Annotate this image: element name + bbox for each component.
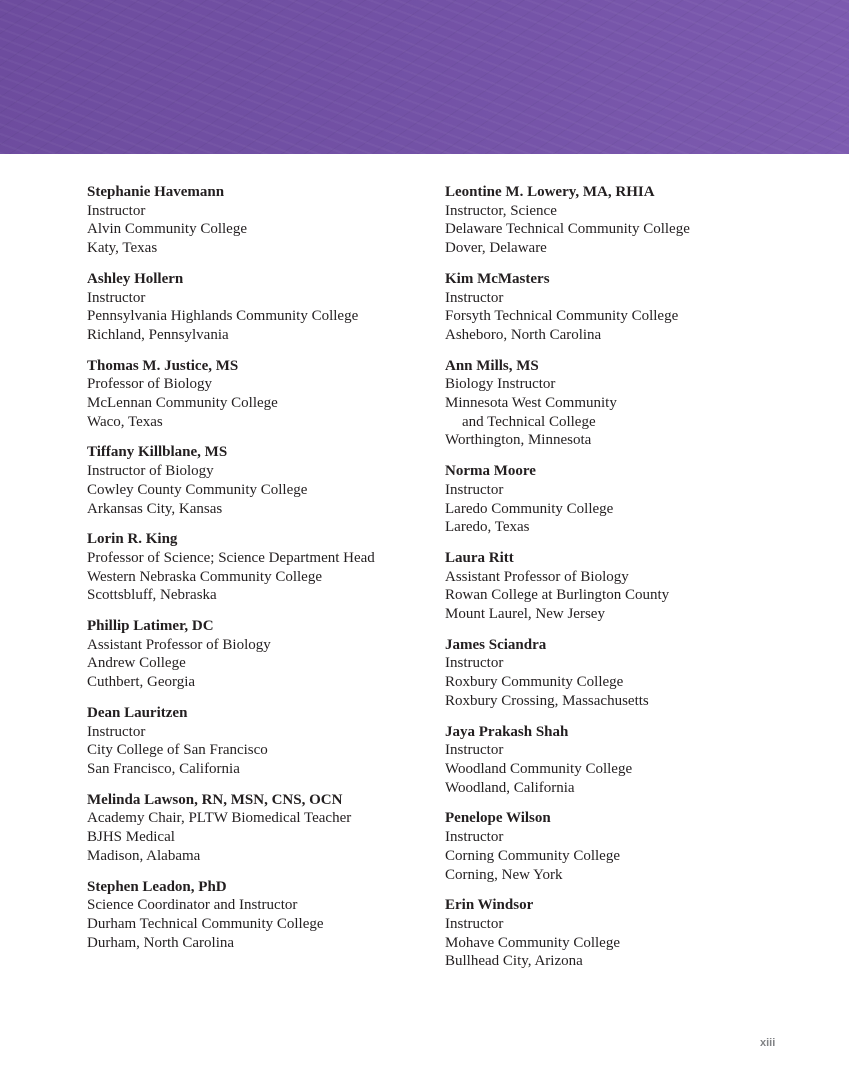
reviewer-entry — [87, 878, 457, 953]
reviewer-institution: Roxbury Community College — [445, 674, 624, 691]
reviewer-name: Norma Moore — [445, 463, 536, 480]
reviewer-name: Lorin R. King — [87, 531, 178, 548]
reviewer-location: Katy, Texas — [87, 240, 158, 257]
reviewer-column-right — [445, 183, 815, 983]
reviewer-title: Science Coordinator and Instructor — [87, 897, 298, 914]
reviewer-entry — [87, 270, 457, 345]
reviewer-entry — [87, 443, 457, 518]
reviewer-location: Waco, Texas — [87, 413, 163, 430]
reviewer-location: Durham, North Carolina — [87, 934, 235, 951]
reviewer-location: Arkansas City, Kansas — [87, 500, 223, 517]
reviewer-location: Roxbury Crossing, Massachusetts — [445, 692, 649, 709]
reviewer-title: Assistant Professor of Biology — [445, 568, 629, 585]
reviewer-institution: Andrew College — [87, 655, 186, 672]
reviewer-title: Instructor — [445, 481, 504, 498]
reviewer-entry — [445, 723, 815, 798]
reviewer-institution: City College of San Francisco — [87, 742, 268, 759]
reviewer-institution: Woodland Community College — [445, 760, 633, 777]
reviewer-entry — [87, 530, 457, 605]
reviewer-entry — [445, 462, 815, 537]
reviewer-location: Scottsbluff, Nebraska — [87, 587, 217, 604]
reviewer-name: Stephen Leadon, PhD — [87, 878, 227, 895]
reviewer-location: Asheboro, North Carolina — [445, 326, 602, 343]
reviewer-entry — [445, 270, 815, 345]
reviewer-institution: Laredo Community College — [445, 500, 614, 517]
reviewer-name: Kim McMasters — [445, 270, 550, 287]
reviewer-institution: Corning Community College — [445, 847, 620, 864]
page-number: xiii — [760, 1037, 776, 1049]
reviewer-title: Professor of Biology — [87, 376, 212, 393]
reviewer-name: Thomas M. Justice, MS — [87, 357, 239, 374]
reviewer-institution: Rowan College at Burlington County — [445, 587, 670, 604]
reviewer-entry — [87, 617, 457, 692]
reviewer-institution: Minnesota West Community — [445, 395, 617, 412]
reviewer-name: Stephanie Havemann — [87, 184, 225, 200]
reviewer-institution-continued: and Technical College — [462, 413, 596, 430]
reviewer-institution: McLennan Community College — [87, 395, 278, 412]
reviewer-name: Phillip Latimer, DC — [87, 618, 214, 635]
reviewer-name: Laura Ritt — [445, 549, 514, 566]
reviewer-name: Penelope Wilson — [445, 810, 551, 827]
reviewer-title: Instructor — [445, 289, 504, 306]
reviewer-title: Instructor — [445, 655, 504, 672]
reviewer-location: Cuthbert, Georgia — [87, 674, 196, 691]
reviewer-title: Instructor — [87, 723, 146, 740]
reviewer-title: Instructor of Biology — [87, 463, 214, 480]
reviewer-location: Woodland, California — [445, 779, 575, 796]
reviewer-title: Instructor — [445, 829, 504, 846]
reviewer-location: Richland, Pennsylvania — [87, 326, 229, 343]
reviewer-entry — [445, 809, 815, 884]
reviewer-name: Ashley Hollern — [87, 270, 184, 287]
reviewer-location: Laredo, Texas — [445, 519, 530, 536]
reviewer-entry — [445, 183, 815, 258]
reviewer-location: Bullhead City, Arizona — [445, 953, 583, 970]
reviewer-location: Madison, Alabama — [87, 847, 201, 864]
reviewer-entry — [87, 791, 457, 866]
reviewer-title: Instructor — [445, 915, 504, 932]
reviewer-name: Jaya Prakash Shah — [445, 723, 569, 740]
reviewer-entry — [445, 549, 815, 624]
reviewer-title: Academy Chair, PLTW Biomedical Teacher — [87, 810, 352, 827]
reviewer-column-left — [87, 183, 457, 964]
reviewer-institution: Delaware Technical Community College — [445, 221, 690, 238]
reviewer-institution: Western Nebraska Community College — [87, 568, 322, 585]
reviewer-entry — [87, 704, 457, 779]
reviewer-title: Biology Instructor — [445, 376, 556, 393]
reviewer-entry — [445, 636, 815, 711]
reviewer-title: Instructor — [87, 289, 146, 306]
reviewer-institution: Durham Technical Community College — [87, 915, 324, 932]
reviewer-name: Dean Lauritzen — [87, 704, 188, 721]
reviewer-name: Leontine M. Lowery, MA, RHIA — [445, 184, 655, 200]
reviewer-entry — [445, 357, 815, 451]
reviewer-location: Dover, Delaware — [445, 240, 547, 257]
reviewer-name: Tiffany Killblane, MS — [87, 444, 228, 461]
reviewer-institution: Forsyth Technical Community College — [445, 308, 679, 325]
reviewer-title: Instructor, Science — [445, 202, 557, 219]
reviewer-location: San Francisco, California — [87, 760, 240, 777]
reviewer-title: Instructor — [445, 742, 504, 759]
reviewer-location: Mount Laurel, New Jersey — [445, 606, 605, 623]
reviewer-location: Corning, New York — [445, 866, 563, 883]
reviewer-institution: Cowley County Community College — [87, 481, 308, 498]
reviewer-name: Melinda Lawson, RN, MSN, CNS, OCN — [87, 791, 343, 808]
reviewer-title: Instructor — [87, 202, 146, 219]
reviewer-institution: Pennsylvania Highlands Community College — [87, 308, 359, 325]
reviewer-title: Assistant Professor of Biology — [87, 636, 271, 653]
reviewer-institution: BJHS Medical — [87, 829, 175, 846]
reviewer-entry — [445, 896, 815, 971]
purple-header-banner — [0, 0, 849, 154]
reviewer-entry — [87, 183, 457, 258]
reviewer-name: Erin Windsor — [445, 897, 534, 914]
reviewer-location: Worthington, Minnesota — [445, 432, 592, 449]
reviewer-entry — [87, 357, 457, 432]
reviewer-title: Professor of Science; Science Department Head — [87, 549, 375, 566]
reviewer-institution: Alvin Community College — [87, 221, 247, 238]
reviewer-name: James Sciandra — [445, 636, 547, 653]
reviewer-name: Ann Mills, MS — [445, 357, 539, 374]
reviewer-institution: Mohave Community College — [445, 934, 620, 951]
